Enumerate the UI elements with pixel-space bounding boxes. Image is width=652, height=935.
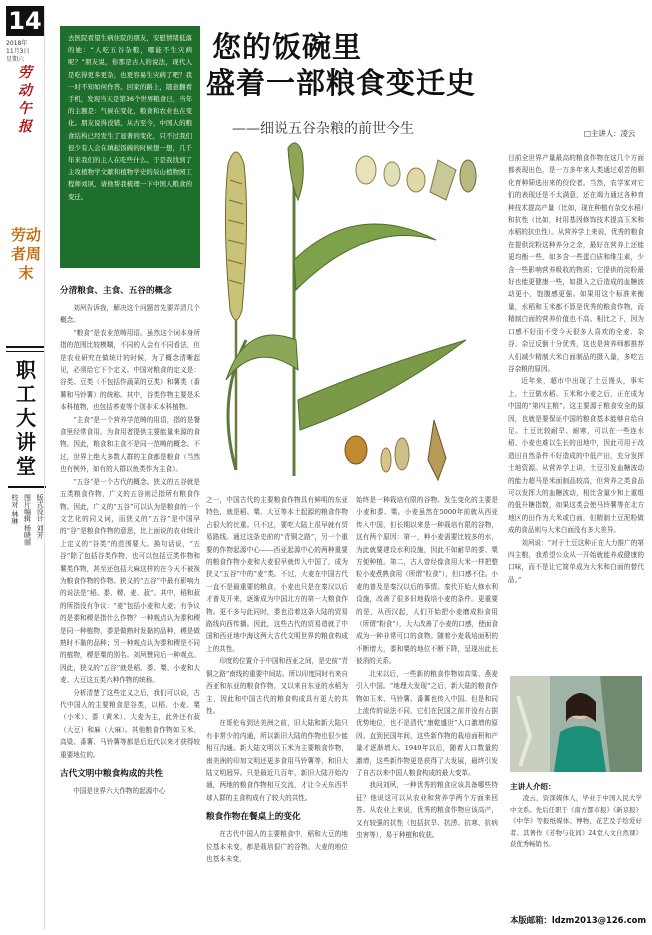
author-intro — [510, 780, 642, 851]
seed-detail-icon — [345, 156, 476, 480]
paragraph: 之一，中国古代的主要粮食作物具有鲜明的东亚特色，就是稻、粟、大豆等本土起源的粮食作物占很大的比重。只不过，要吃大陆上很早就有贸易路线。通过这条史前的“青铜之路”，另一个重要的作物起源中心——西亚起源中心的两种重要的粮食作物小麦和大麦很早就传入中国了，成为狭义“五谷”中的“麦”类。不过，大麦在中国古代一直不是最重要的粮食，小麦也只是在秦汉以后才普及开来，逐渐成为中国北方的第一大粮食作物。更不多与此同时，黍也沿着这条大陆的贸易路线向西传播。因此，这些古代的贸易造就了中国和西亚地中海这两大古代文明世界的粮食构成上的共性。 — [206, 496, 348, 653]
section-heading: 粮食作物在餐桌上的变化 — [206, 812, 301, 823]
section-divider — [6, 346, 44, 352]
credit-line: 图片编辑 杨晓丽 — [23, 494, 32, 546]
grain-illustration — [206, 140, 502, 492]
millet-plant-icon — [226, 143, 466, 476]
article-column-3 — [356, 494, 498, 841]
section-title: 劳动者周末 — [10, 226, 41, 282]
sidebar-divider — [44, 6, 45, 930]
editor-credit: □主讲人：凌云 — [584, 129, 636, 138]
article-column-4 — [508, 152, 644, 586]
date-line: 星期六 — [6, 56, 25, 63]
article-column-2 — [206, 494, 348, 865]
paragraph: 在古代中国人的主要粮食中，稻和大豆的地位基本未变，都是栽培很广的谷物。大麦的地位也基本未变， — [206, 830, 348, 863]
paragraph: 我问刘夙，一种优秀的粮食应该具备哪些特征？他说这可以从农业和营养学两个方面来回答。从农业上来说，优秀的粮食作物应该高产，又有较强的抗性（包括抗旱、抗涝、抗寒、抗病虫害等），易于种植和收获。 — [356, 781, 498, 839]
paragraph: 始终是一种栽培有限的谷物。发生变化的主要是小麦和黍、粟。小麦虽然在5000年前就从西亚传入中国，但长期以来是一种栽培有限的谷物，这有两个原因：第一，种小麦需要比较多的水，为此就要建设水利设施，因此不如耐旱的黍、粟方便种植。第二，古人曾经像食用大米一样把整粒小麦煮熟食用（所谓“粒食”），但口感不佳。小麦的普及是秦汉以后的事情。秦代开始大修水利设施，改善了很多旧地栽培小麦的条件。更重要的是，从西汉起，人们开始把小麦磨成粉食用（所谓“粉食”），大大改善了小麦的口感，使面食成为一种非常可口的食物。随着小麦栽培面积的不断增大，黍和粟的地位不断下降，呈现出此长彼消的关系。 — [356, 496, 498, 666]
paragraph: 刘夙说：“对于土豆这种正在大力推广的第四主粮，我希望公众从一开始就能养成健康的口味，而不是让它简单成为大米和白面的替代品。” — [508, 538, 644, 584]
paragraph: 刘夙告诉我，解决这个问题首先要弄清几个概念。 — [60, 304, 200, 325]
headline-line-2: 盛着一部粮食变迁史 — [206, 66, 477, 100]
credit-line: 校对 林琳 — [10, 494, 19, 525]
paragraph: “主食”是一个营养学范畴的用语，指的是餐食里经常食用、为食用者提供主要能量来源的食物。因此，粮食和主食不是同一范畴的概念。不过，世界上绝大多数人群的主食都是粮食（当然也有例外，如有的人群以鱼类作为主食）。 — [60, 415, 200, 474]
paragraph: 北宋以后，一些新的粮食作物如高粱、燕麦引入中国。“地理大发现”之后，新大陆的粮食作物如玉米、马铃薯、番薯也传入中国。但是和同上流传的说法不同，它们在民国之前并没有占据优势地位，也不是清代“康乾盛世”人口激增的原因。直到民国年间，这些新作物的栽培面积和产量才逐渐增大。1949年以后，随着人口数量的激增，这些新作物更是获得了大发展，最终引发了自古以来中国人粮食构成的最大变革。 — [356, 669, 498, 777]
subheadline: ——细说五谷杂粮的前世今生 — [232, 121, 414, 137]
section-heading: 古代文明中粮食构成的共性 — [60, 769, 164, 780]
credits — [8, 494, 46, 580]
paragraph: “粮食”是农业范畴用语。虽然这个词本身所指的范围比较模糊，不同的人会有不同看法，但是农业研究在做统计的时候，为了概念清晰起见，必须给它下个定义。中国对粮食的定义是：谷类、豆类（不包括作蔬菜的豆类）和薯类（番薯和马铃薯）的统称。其中，谷类作物主要是禾本科植物，也包括荞麦等个别非禾本科植物。 — [60, 328, 200, 412]
credit-line: 版式设计 刘芳 — [36, 494, 45, 539]
author-intro-text: 凌云，资深媒体人，毕业于中国人民大学中文系。先后任职于《南方都市报》《新京报》《中华》等报纸媒体。博物、花艺及手绘爱好者。其著作《芳物与花间》24堂人文自然课》获优秀畅销书。 — [510, 794, 642, 848]
paragraph: 近年来，超市中出现了土豆馒头，事实上，土豆做水稻、玉米和小麦之后，正在成为中国的“第四主粮”。这主要源于粮食安全的原因，也就是要保证中国的粮食基本能够自给自足。土豆比较耐旱、耐寒，可以在一些连水稻、小麦也难以生长的田地中，因此可用于改造田自然条件不好造成的中低产田，充分发挥土地资源。从营养学上讲，土豆引发血糖波动的能力超马是米面制品较高，但营养之类食品可以发挥大的血糖波动，相比含量少和上重组的低升糖指数，如果这类会使马铃薯等在北方地区的田作为大米或白面，但精制土豆泥粉做成的食品则与大米白面没有多大差异。 — [508, 377, 644, 535]
article-column-1 — [60, 278, 200, 797]
paragraph: 中国是世界六大作物的起源中心 — [73, 787, 166, 796]
author-intro-title: 主讲人介绍： — [510, 782, 556, 791]
page-number: 14 — [6, 6, 44, 36]
author-photo — [510, 676, 642, 772]
issue-date — [6, 40, 29, 64]
paragraph: 印度的位置介于中国和西亚之间，是史前“青铜之路”南线的重要中间站。所以印度同时有来自西亚和东亚的粮食作物，又以来自东亚的水稻为主，因此和中国古代的粮食构成具有更大的共性。 — [206, 657, 348, 715]
paragraph: 目前全世界产量最高的粮食作物在这几个方面都表现出色，是一万多年来人类通过艰苦的驯化育种筛选出来的佼佼者。当然，农学家对它们的表现还是不太满意，还在竭力通过各种育种技术提高产量（比如，现在种植有杂交水稻）和抗性（比如，时用基因修饰技术提高玉米和水稻的抗虫性）。从营养学上来说，优秀的粮食在提供淀粉这种养分之余，最好在营养上还能更均衡一些，如多含一些蛋白质和维生素，少含一些影响营养吸收的物质；它提供的淀粉最好也能更健康一些，如摄入之后造成的血糖波动更小，饱腹感更强。如果用这个标准来衡量，水稻和玉米都不算是优秀的粮食作物，而精制白面的营养价值也不高。相比之下，因为口感不好而不受今天很多人喜欢的全麦、杂谷、杂豆反倒十分优秀，这也是营养师都推荐人们减少精制大米白面制品的摄入量，多吃五谷杂粮的原因。 — [508, 154, 644, 373]
newspaper-logo: 劳动午报 — [18, 65, 32, 135]
date-line: 11月3日 — [6, 48, 30, 55]
date-line: 2018年 — [6, 40, 28, 47]
column-title: 职工大讲堂 — [16, 358, 36, 478]
wheat-ear-icon — [225, 152, 246, 470]
paragraph: 分析清楚了这些定义之后，我们可以说，古代中国人的主要粮食是谷类，以稻、小麦、粟（小米）、黍（黄米）、大麦为主，此外还有菽（大豆）和麻（大麻）。其他粮食作物如玉米、高粱、番薯、马铃薯等都是后近代以来才获得较重要地位的。 — [60, 688, 200, 759]
paragraph: “五谷”是一个古代的概念。狭义的五谷就是五类粮食作物，广义的五谷则泛指所有粮食作物。因此，广义的“五谷”可以认为是粮食的一个文艺化的同义词，而狭义的“五谷”是中国早的“谷”是粮食作物的意思，比上面说的农业统计上定义的“谷类”的范围要大。换句话说，“五谷”除了包括谷类作物，也可以包括豆类作物和薯类作物，甚至还包括大麻这样的在今天不被视为粮食作物的作物。狭义的“五谷”中最有影响力的说法是“稻、黍、稷、麦、菽”。其中，稻和菽的所指没有争议：“麦”包括小麦和大麦；有争议的是黍和稷是指什么作物？一种观点认为黍和稷是同一种植物，黍是做熟时发黏的品种，稷是做熟时不黏的品种；另一种观点认为黍和稷是不同的植物，稷是粟的别名。刘夙赞同后一种观点。因此，狭义的“五谷”就是稻、黍、粟、小麦和大麦、大豆这五类六种作物的统称。 — [60, 477, 200, 685]
footer-email: 本版邮箱：ldzm2013@126.com — [510, 915, 647, 925]
headline-line-1: 您的饭碗里 — [212, 30, 363, 64]
intro-box: 去医院看望生病住院的朋友，安慰情绪低落的她：“人吃五谷杂粮，哪能不生灾病呢？”朋友说，你那是古人的说法，现代人是吃得更多更杂，也更容易生灾病了吧？我一时不知如何作答。回家的路上，随意翻看手机，发现当天是第36个世界粮食日，当年的主题是：气候在变化，粮食和农业也在变化。朋友说得没错，从古至今，中国人的粮食结构已经发生了显著的变化，只不过我们很少有人会在填起饭碗的时候想一想，几千年来我们的主人在吃些什么。于是我找到了主攻植物学文献和植物学史的辰山植物园工程师刘夙，请他帮我梳理一下中国人粮食的变迁。 — [60, 26, 200, 268]
section-heading: 分清粮食、主食、五谷的概念 — [60, 286, 172, 296]
paragraph: 在哥伦布到达美洲之前，旧大陆和新大陆只有非常少的内通，所以新旧大陆的作物也很少能相互沟通。新大陆文明以玉米为主要粮食作物，南美洲的印加文明还更多食用马铃薯等，和旧大陆文明迥异。只是最近几百年，新旧大陆开始沟通，两地的粮食作物相互交流，才让今天东西半球人群的主食构成有了较大的共性。 — [206, 719, 348, 802]
